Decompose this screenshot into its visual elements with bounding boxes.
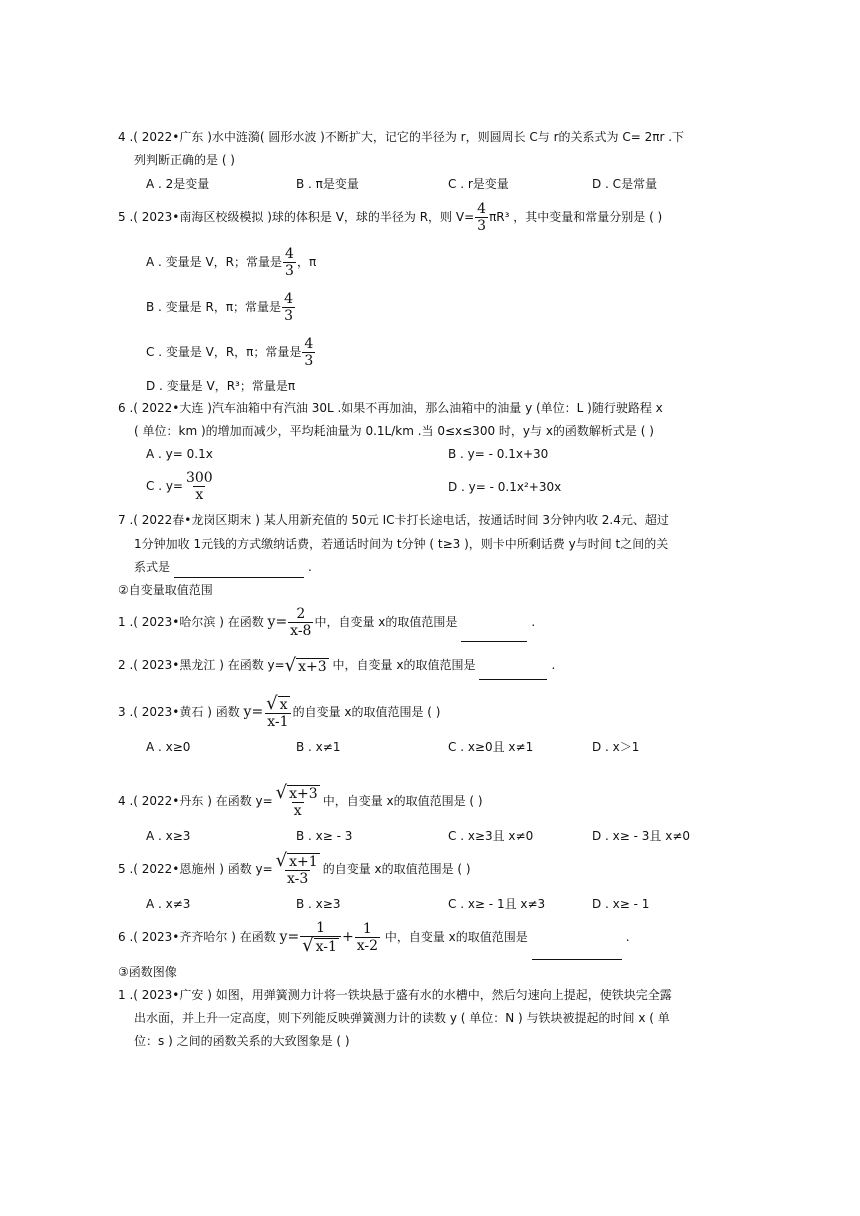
- radicand: x: [279, 697, 288, 713]
- s2-q5-option-c: C . x≥ - 1且 x≠3: [448, 897, 546, 911]
- q5-option-c-text: C . 变量是 V，R，π；常量是: [146, 345, 302, 359]
- s2-q6: [118, 914, 738, 960]
- s2-q2-answer-blank[interactable]: [479, 665, 547, 680]
- s2-q3-option-b: B . x≠1: [296, 740, 341, 754]
- radicand: x-1: [315, 939, 337, 955]
- s2-q5-option-b: B . x≥3: [296, 897, 341, 911]
- q7-line3: [134, 557, 312, 578]
- radicand: x+3: [289, 786, 318, 802]
- s2-q1-end: .: [531, 615, 536, 629]
- s2-q1-tail: 中，自变量 x的取值范围是: [314, 615, 458, 629]
- s2-q6-y: y=: [279, 929, 300, 945]
- s2-q1-y: y=: [267, 614, 288, 630]
- frac-den: 3: [284, 308, 293, 324]
- q5-option-b: [146, 287, 296, 327]
- s2-q3-lead: 3 .( 2023•黄石 ) 函数: [118, 705, 240, 719]
- section2-title: ②自变量取值范围: [118, 583, 213, 597]
- q4-option-d: D . C是常量: [592, 177, 658, 191]
- frac-num: 1: [362, 921, 372, 937]
- q5-option-a: [146, 242, 316, 282]
- s2-q4-lead: 4 .( 2022•丹东 ) 在函数 y=: [118, 794, 273, 808]
- q6-option-c: [146, 466, 216, 506]
- s2-q3-option-c: C . x≥0且 x≠1: [448, 740, 534, 754]
- radicand: x+3: [298, 658, 327, 675]
- s2-q3: [118, 689, 738, 735]
- q5-option-c-fraction: [302, 336, 315, 369]
- q5-option-b-fraction: [282, 291, 295, 324]
- q6-option-d: D . y= - 0.1x²+30x: [448, 480, 562, 494]
- s2-q6-plus: +: [341, 929, 354, 945]
- q7-line1: 7 .( 2022春•龙岗区期末 ) 某人用新充值的 50元 IC卡打长途电话，按通话时间 3分钟内收 2.4元、超过: [118, 513, 669, 527]
- frac-den: x-3: [287, 871, 309, 887]
- frac-num: 300: [185, 470, 213, 486]
- s2-q4-option-a: A . x≥3: [146, 829, 191, 843]
- q4-line2: 列判断正确的是 ( ): [134, 153, 235, 167]
- q5-fraction: [475, 201, 488, 234]
- frac-num: 2: [296, 606, 306, 622]
- q5-tail: πR³ ，其中变量和常量分别是 ( ): [489, 210, 663, 224]
- s2-q5-option-d: D . x≥ - 1: [592, 897, 650, 911]
- q6-option-a: A . y= 0.1x: [146, 447, 213, 461]
- s3-q1-line1: 1 .( 2023•广安 ) 如图，用弹簧测力计将一铁块悬于盛有水的水槽中，然后匀速向上提起，使铁块完全露: [118, 988, 672, 1002]
- s2-q3-option-d: D . x＞1: [592, 740, 640, 754]
- s2-q3-y: y=: [243, 704, 264, 720]
- q6-option-c-lead: C . y=: [146, 479, 183, 493]
- q4-line1: 4 .( 2022•广东 )水中涟漪( 圆形水波 )不断扩大，记它的半径为 r，则圆周长 C与 r的关系式为 C= 2πr .下: [118, 130, 685, 144]
- s2-q4: [118, 778, 738, 824]
- s2-q1-fraction: [288, 606, 313, 639]
- s2-q4-option-d: D . x≥ - 3且 x≠0: [592, 829, 691, 843]
- frac-den: x-1: [267, 714, 289, 730]
- s2-q4-option-b: B . x≥ - 3: [296, 829, 353, 843]
- s2-q2: [118, 650, 738, 680]
- frac-num: 4: [304, 336, 314, 352]
- s2-q4-option-c: C . x≥3且 x≠0: [448, 829, 534, 843]
- s2-q3-fraction: √ x x-1: [266, 693, 289, 730]
- frac-den: x: [195, 487, 204, 503]
- s2-q1: [118, 602, 738, 642]
- s2-q3-option-a: A . x≥0: [146, 740, 191, 754]
- q4-option-a: A . 2是变量: [146, 177, 210, 191]
- s2-q5: [118, 846, 738, 892]
- s2-q1-answer-blank[interactable]: [461, 627, 527, 642]
- q7-line3-end: .: [308, 560, 312, 574]
- frac-num: 4: [284, 291, 293, 307]
- frac-den: 3: [304, 353, 314, 369]
- q6-option-b: B . y= - 0.1x+30: [448, 447, 549, 461]
- s2-q6-tail: 中，自变量 x的取值范围是: [384, 930, 528, 944]
- s3-q1-line3: 位：s ) 之间的函数关系的大致图象是 ( ): [134, 1034, 350, 1048]
- q5-frac-den: 3: [477, 218, 487, 234]
- q6-line1: 6 .( 2022•大连 )汽车油箱中有汽油 30L .如果不再加油，那么油箱中的油量 y (单位：L )随行驶路程 x: [118, 401, 663, 415]
- s3-q1-line2: 出水面，并上升一定高度，则下列能反映弹簧测力计的读数 y ( 单位：N ) 与铁块被提起的时间 x ( 单: [134, 1011, 670, 1025]
- frac-num: 1: [316, 920, 326, 936]
- s2-q6-lead: 6 .( 2023•齐齐哈尔 ) 在函数: [118, 930, 276, 944]
- s2-q4-fraction: √ x+3 x: [275, 782, 318, 819]
- s2-q6-fraction-1: 1 √ x-1: [300, 920, 341, 955]
- section3-title: ③函数图像: [118, 965, 177, 979]
- q7-answer-blank[interactable]: [174, 563, 304, 578]
- frac-den: 3: [285, 263, 294, 279]
- s2-q6-answer-blank[interactable]: [532, 945, 622, 960]
- q4-option-b: B . π是变量: [296, 177, 359, 191]
- s2-q4-tail: 中，自变量 x的取值范围是 ( ): [322, 794, 483, 808]
- s2-q5-lead: 5 .( 2022•恩施州 ) 函数 y=: [118, 862, 273, 876]
- s2-q2-radical: √ x+3: [284, 654, 327, 676]
- s2-q2-tail: 中，自变量 x的取值范围是: [332, 658, 476, 672]
- s2-q5-option-a: A . x≠3: [146, 897, 191, 911]
- s2-q6-end: .: [625, 930, 630, 944]
- q5-option-d: D . 变量是 V，R³；常量是π: [146, 379, 296, 393]
- q4-option-c: C . r是变量: [448, 177, 509, 191]
- s2-q6-fraction-2: [355, 921, 380, 954]
- q6-option-c-fraction: [184, 470, 215, 503]
- s2-q3-tail: 的自变量 x的取值范围是 ( ): [292, 705, 441, 719]
- q5-option-a-text: A . 变量是 V，R；常量是: [146, 255, 283, 269]
- frac-den: x: [293, 803, 302, 819]
- s2-q2-lead: 2 .( 2023•黑龙江 ) 在函数 y=: [118, 658, 285, 672]
- s2-q5-tail: 的自变量 x的取值范围是 ( ): [322, 862, 471, 876]
- q5-option-b-text: B . 变量是 R，π；常量是: [146, 300, 282, 314]
- s2-q5-fraction: √ x+1 x-3: [275, 850, 318, 887]
- frac-den: x-8: [290, 623, 312, 639]
- q5-lead: 5 .( 2023•南海区校级模拟 )球的体积是 V，球的半径为 R，则 V=: [118, 210, 475, 224]
- q5-option-c: [146, 332, 316, 372]
- q5-frac-num: 4: [477, 201, 487, 217]
- q6-line2: ( 单位：km )的增加而减少，平均耗油量为 0.1L/km .当 0≤x≤300 时，y与 x的函数解析式是 ( ): [134, 424, 654, 438]
- q5-option-a-tail: ，π: [296, 255, 317, 269]
- q7-line2: 1分钟加收 1元钱的方式缴纳话费，若通话时间为 t分钟 ( t≥3 )，则卡中所剩话费 y与时间 t之间的关: [134, 537, 669, 551]
- q5-stem: [118, 197, 738, 237]
- frac-den: x-2: [356, 938, 378, 954]
- s2-q2-end: .: [551, 658, 556, 672]
- frac-num: 4: [285, 246, 294, 262]
- q5-option-a-fraction: [283, 246, 296, 279]
- radicand: x+1: [289, 854, 318, 870]
- q7-line3-text: 系式是: [134, 560, 171, 574]
- s2-q1-lead: 1 .( 2023•哈尔滨 ) 在函数: [118, 615, 264, 629]
